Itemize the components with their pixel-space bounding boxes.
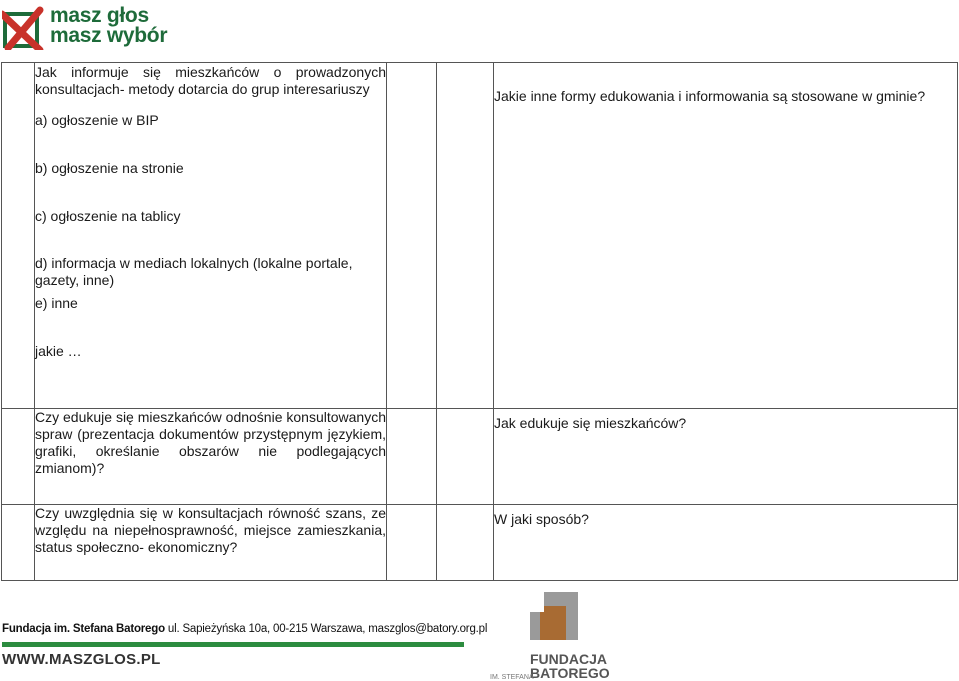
batory-emblem-icon (530, 592, 578, 640)
table-row-equality (2, 505, 958, 581)
right-question-cell[interactable] (494, 63, 958, 409)
emblem-notch (530, 592, 544, 612)
footer-address (2, 623, 487, 635)
question-cell (35, 409, 387, 505)
checkmark-x-icon (2, 6, 46, 50)
option-other-which: jakie … (35, 343, 82, 359)
batory-logo-text (530, 652, 610, 680)
option-d: d) informacja w mediach lokalnych (lokalne portale, gazety, inne) (35, 255, 353, 288)
consultation-table (1, 62, 958, 581)
logo-line-2: masz wybór (50, 24, 168, 47)
right-question-text: Jak edukuje się mieszkańców? (494, 415, 687, 431)
right-question-text: W jaki sposób? (494, 511, 589, 527)
batory-logo-line-1: FUNDACJA (530, 651, 607, 667)
footer-address-text: ul. Sapieżyńska 10a, 00-215 Warszawa, maszglos@batory.org.pl (167, 623, 488, 635)
question-text: Jak informuje się mieszkańców o prowadzonych konsultacjach- metody dotarcia do grup interesariuszy (35, 64, 386, 97)
option-a: a) ogłoszenie w BIP (35, 112, 159, 128)
answer-cell-yes[interactable] (387, 409, 437, 505)
footer-org-name: Fundacja im. Stefana Batorego (2, 623, 165, 635)
answer-cell-no[interactable] (437, 505, 494, 581)
answer-cell-yes[interactable] (387, 505, 437, 581)
answer-cell-no[interactable] (437, 409, 494, 505)
right-question-cell[interactable] (494, 505, 958, 581)
batory-logo-small: IM. STEFANA (490, 674, 534, 681)
number-cell (2, 505, 35, 581)
right-question-cell[interactable] (494, 409, 958, 505)
logo-line-1: masz głos (50, 4, 149, 27)
question-text: Czy edukuje się mieszkańców odnośnie konsultowanych spraw (prezentacja dokumentów przystępnym językiem, grafiki, określanie obszarów nie podlegających zmianom)? (35, 409, 386, 476)
question-cell (35, 63, 387, 409)
answer-cell-no[interactable] (437, 63, 494, 409)
logo-text (50, 6, 167, 46)
batory-logo-line-2: BATOREGO (530, 665, 610, 681)
number-cell (2, 63, 35, 409)
option-b: b) ogłoszenie na stronie (35, 160, 184, 176)
number-cell (2, 409, 35, 505)
masz-glos-logo (2, 4, 182, 54)
question-cell (35, 505, 387, 581)
table-row-informing (2, 63, 958, 409)
fundacja-batorego-logo (490, 590, 620, 680)
question-text: Czy uwzględnia się w konsultacjach równość szans, ze względu na niepełnosprawność, miejsce zamieszkania, status społeczno- ekonomiczny? (35, 505, 386, 555)
table-row-educating (2, 409, 958, 505)
option-c: c) ogłoszenie na tablicy (35, 208, 181, 224)
right-question-text: Jakie inne formy edukowania i informowania są stosowane w gminie? (494, 88, 926, 104)
footer-divider (2, 642, 464, 647)
answer-cell-yes[interactable] (387, 63, 437, 409)
option-e: e) inne (35, 295, 78, 311)
footer-website[interactable]: WWW.MASZGLOS.PL (2, 651, 161, 668)
